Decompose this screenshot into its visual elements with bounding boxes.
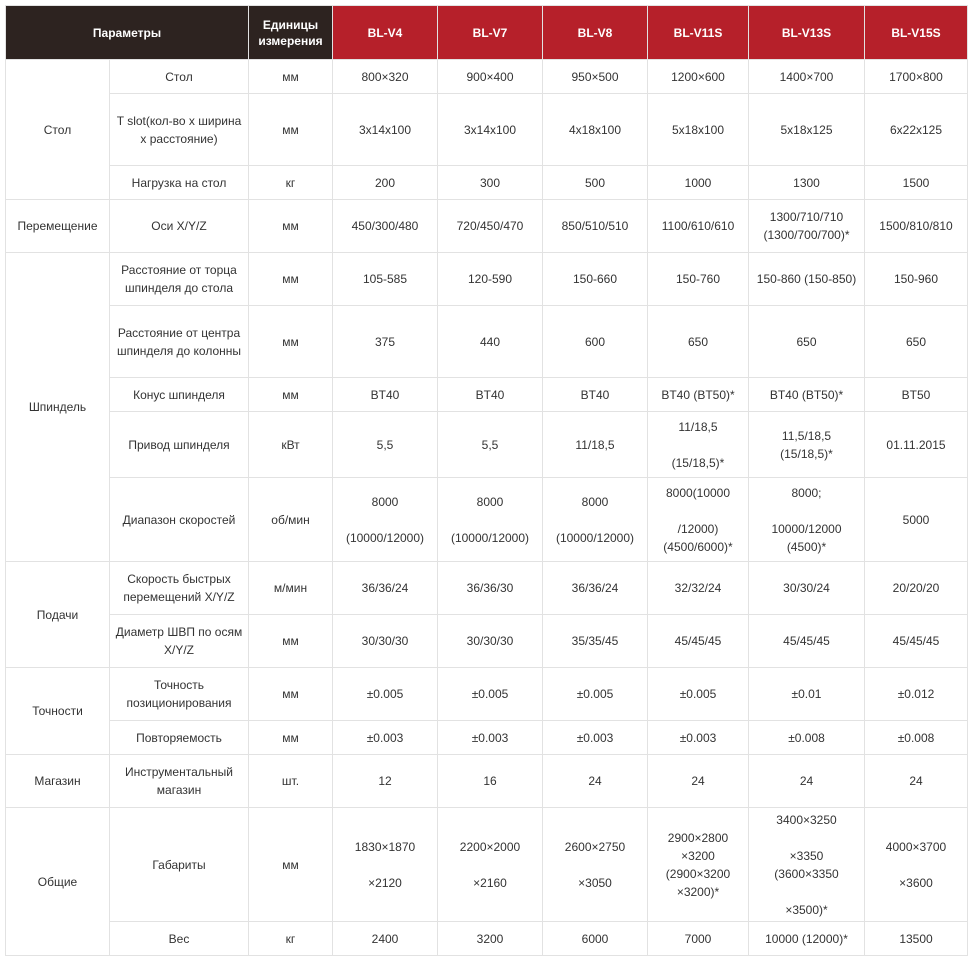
value-cell: 16 bbox=[438, 755, 543, 808]
value-cell: 30/30/30 bbox=[333, 615, 438, 668]
value-cell: ±0.005 bbox=[333, 668, 438, 721]
unit-cell: мм bbox=[249, 378, 333, 412]
header-model: BL-V4 bbox=[333, 6, 438, 60]
value-cell: 1000 bbox=[648, 166, 749, 200]
param-label: T slot(кол-во x ширина x расстояние) bbox=[110, 94, 249, 166]
unit-cell: мм bbox=[249, 721, 333, 755]
value-cell: 1100/610/610 bbox=[648, 200, 749, 253]
value-cell: 5x18x100 bbox=[648, 94, 749, 166]
value-cell: 375 bbox=[333, 306, 438, 378]
table-row bbox=[6, 166, 968, 200]
value-cell: 01.11.2015 bbox=[865, 412, 968, 478]
param-label: Нагрузка на стол bbox=[110, 166, 249, 200]
value-cell: 8000(10000 /12000) (4500/6000)* bbox=[648, 478, 749, 562]
group-label: Магазин bbox=[6, 755, 110, 808]
value-cell: 500 bbox=[543, 166, 648, 200]
value-cell: 32/32/24 bbox=[648, 562, 749, 615]
table-row bbox=[6, 562, 968, 615]
unit-cell: мм bbox=[249, 94, 333, 166]
header-model: BL-V15S bbox=[865, 6, 968, 60]
group-label: Точности bbox=[6, 668, 110, 755]
value-cell: 24 bbox=[749, 755, 865, 808]
value-cell: 3400×3250 ×3350 (3600×3350 ×3500)* bbox=[749, 808, 865, 922]
group-label: Подачи bbox=[6, 562, 110, 668]
param-label: Оси X/Y/Z bbox=[110, 200, 249, 253]
value-cell: 11/18,5 (15/18,5)* bbox=[648, 412, 749, 478]
param-label: Габариты bbox=[110, 808, 249, 922]
value-cell: 720/450/470 bbox=[438, 200, 543, 253]
value-cell: 1500/810/810 bbox=[865, 200, 968, 253]
value-cell: 1200×600 bbox=[648, 60, 749, 94]
param-label: Инструментальный магазин bbox=[110, 755, 249, 808]
unit-cell: мм bbox=[249, 253, 333, 306]
table-row bbox=[6, 478, 968, 562]
value-cell: BT40 bbox=[333, 378, 438, 412]
value-cell: 2900×2800 ×3200 (2900×3200 ×3200)* bbox=[648, 808, 749, 922]
value-cell: 150-760 bbox=[648, 253, 749, 306]
unit-cell: кВт bbox=[249, 412, 333, 478]
param-label: Стол bbox=[110, 60, 249, 94]
value-cell: 13500 bbox=[865, 922, 968, 956]
value-cell: 1300 bbox=[749, 166, 865, 200]
table-row bbox=[6, 755, 968, 808]
value-cell: 12 bbox=[333, 755, 438, 808]
value-cell: 24 bbox=[865, 755, 968, 808]
table-row bbox=[6, 922, 968, 956]
value-cell: 650 bbox=[865, 306, 968, 378]
value-cell: BT40 bbox=[543, 378, 648, 412]
value-cell: 8000 (10000/12000) bbox=[543, 478, 648, 562]
value-cell: 10000 (12000)* bbox=[749, 922, 865, 956]
value-cell: ±0.008 bbox=[749, 721, 865, 755]
value-cell: 5x18x125 bbox=[749, 94, 865, 166]
table-row bbox=[6, 412, 968, 478]
table-row bbox=[6, 306, 968, 378]
param-label: Повторяемость bbox=[110, 721, 249, 755]
param-label: Скорость быстрых перемещений X/Y/Z bbox=[110, 562, 249, 615]
value-cell: 300 bbox=[438, 166, 543, 200]
value-cell: 30/30/24 bbox=[749, 562, 865, 615]
unit-cell: кг bbox=[249, 166, 333, 200]
value-cell: 30/30/30 bbox=[438, 615, 543, 668]
value-cell: ±0.005 bbox=[648, 668, 749, 721]
param-label: Расстояние от центра шпинделя до колонны bbox=[110, 306, 249, 378]
value-cell: 36/36/24 bbox=[543, 562, 648, 615]
value-cell: 35/35/45 bbox=[543, 615, 648, 668]
value-cell: 2400 bbox=[333, 922, 438, 956]
value-cell: 3x14x100 bbox=[438, 94, 543, 166]
value-cell: 8000 (10000/12000) bbox=[333, 478, 438, 562]
table-row bbox=[6, 253, 968, 306]
value-cell: 36/36/24 bbox=[333, 562, 438, 615]
value-cell: 11/18,5 bbox=[543, 412, 648, 478]
value-cell: 5000 bbox=[865, 478, 968, 562]
param-label: Диапазон скоростей bbox=[110, 478, 249, 562]
value-cell: 200 bbox=[333, 166, 438, 200]
group-label: Шпиндель bbox=[6, 253, 110, 562]
value-cell: BT50 bbox=[865, 378, 968, 412]
value-cell: 4x18x100 bbox=[543, 94, 648, 166]
value-cell: 5,5 bbox=[438, 412, 543, 478]
value-cell: 6x22x125 bbox=[865, 94, 968, 166]
value-cell: ±0.003 bbox=[543, 721, 648, 755]
header-units: Единицы измерения bbox=[249, 6, 333, 60]
unit-cell: об/мин bbox=[249, 478, 333, 562]
param-label: Привод шпинделя bbox=[110, 412, 249, 478]
value-cell: 950×500 bbox=[543, 60, 648, 94]
value-cell: 650 bbox=[749, 306, 865, 378]
value-cell: 850/510/510 bbox=[543, 200, 648, 253]
value-cell: ±0.012 bbox=[865, 668, 968, 721]
value-cell: BT40 (BT50)* bbox=[749, 378, 865, 412]
unit-cell: мм bbox=[249, 668, 333, 721]
value-cell: 1500 bbox=[865, 166, 968, 200]
table-row bbox=[6, 200, 968, 253]
param-label: Вес bbox=[110, 922, 249, 956]
value-cell: 600 bbox=[543, 306, 648, 378]
value-cell: 1400×700 bbox=[749, 60, 865, 94]
value-cell: 36/36/30 bbox=[438, 562, 543, 615]
param-label: Конус шпинделя bbox=[110, 378, 249, 412]
unit-cell: м/мин bbox=[249, 562, 333, 615]
value-cell: 45/45/45 bbox=[865, 615, 968, 668]
header-model: BL-V7 bbox=[438, 6, 543, 60]
unit-cell: мм bbox=[249, 615, 333, 668]
value-cell: 150-960 bbox=[865, 253, 968, 306]
group-label: Общие bbox=[6, 808, 110, 956]
value-cell: ±0.003 bbox=[333, 721, 438, 755]
value-cell: 20/20/20 bbox=[865, 562, 968, 615]
value-cell: BT40 bbox=[438, 378, 543, 412]
specifications-table bbox=[5, 5, 968, 956]
table-row bbox=[6, 615, 968, 668]
value-cell: ±0.003 bbox=[648, 721, 749, 755]
param-label: Точность позиционирования bbox=[110, 668, 249, 721]
header-model: BL-V8 bbox=[543, 6, 648, 60]
table-row bbox=[6, 94, 968, 166]
table-row bbox=[6, 668, 968, 721]
value-cell: 11,5/18,5 (15/18,5)* bbox=[749, 412, 865, 478]
spec-table-container bbox=[5, 5, 967, 956]
value-cell: 150-860 (150-850) bbox=[749, 253, 865, 306]
header-params: Параметры bbox=[6, 6, 249, 60]
table-row bbox=[6, 60, 968, 94]
table-row bbox=[6, 721, 968, 755]
value-cell: 1300/710/710 (1300/700/700)* bbox=[749, 200, 865, 253]
value-cell: 45/45/45 bbox=[648, 615, 749, 668]
unit-cell: мм bbox=[249, 306, 333, 378]
value-cell: 150-660 bbox=[543, 253, 648, 306]
value-cell: 900×400 bbox=[438, 60, 543, 94]
value-cell: ±0.01 bbox=[749, 668, 865, 721]
value-cell: 7000 bbox=[648, 922, 749, 956]
value-cell: ±0.005 bbox=[543, 668, 648, 721]
value-cell: 1830×1870 ×2120 bbox=[333, 808, 438, 922]
header-model: BL-V11S bbox=[648, 6, 749, 60]
value-cell: ±0.005 bbox=[438, 668, 543, 721]
unit-cell: мм bbox=[249, 60, 333, 94]
value-cell: 6000 bbox=[543, 922, 648, 956]
unit-cell: мм bbox=[249, 200, 333, 253]
value-cell: 2200×2000 ×2160 bbox=[438, 808, 543, 922]
unit-cell: шт. bbox=[249, 755, 333, 808]
value-cell: 440 bbox=[438, 306, 543, 378]
group-label: Стол bbox=[6, 60, 110, 200]
value-cell: 45/45/45 bbox=[749, 615, 865, 668]
header-row bbox=[6, 6, 968, 60]
header-model: BL-V13S bbox=[749, 6, 865, 60]
value-cell: 3200 bbox=[438, 922, 543, 956]
value-cell: 3x14x100 bbox=[333, 94, 438, 166]
param-label: Диаметр ШВП по осям X/Y/Z bbox=[110, 615, 249, 668]
value-cell: 8000 (10000/12000) bbox=[438, 478, 543, 562]
value-cell: 24 bbox=[543, 755, 648, 808]
value-cell: 1700×800 bbox=[865, 60, 968, 94]
value-cell: 8000; 10000/12000 (4500)* bbox=[749, 478, 865, 562]
value-cell: 24 bbox=[648, 755, 749, 808]
value-cell: 4000×3700 ×3600 bbox=[865, 808, 968, 922]
value-cell: 120-590 bbox=[438, 253, 543, 306]
table-row bbox=[6, 378, 968, 412]
value-cell: 450/300/480 bbox=[333, 200, 438, 253]
value-cell: 800×320 bbox=[333, 60, 438, 94]
unit-cell: мм bbox=[249, 808, 333, 922]
value-cell: ±0.008 bbox=[865, 721, 968, 755]
value-cell: BT40 (BT50)* bbox=[648, 378, 749, 412]
table-row bbox=[6, 808, 968, 922]
value-cell: 2600×2750 ×3050 bbox=[543, 808, 648, 922]
value-cell: 5,5 bbox=[333, 412, 438, 478]
value-cell: 650 bbox=[648, 306, 749, 378]
param-label: Расстояние от торца шпинделя до стола bbox=[110, 253, 249, 306]
value-cell: ±0.003 bbox=[438, 721, 543, 755]
value-cell: 105-585 bbox=[333, 253, 438, 306]
group-label: Перемещение bbox=[6, 200, 110, 253]
unit-cell: кг bbox=[249, 922, 333, 956]
